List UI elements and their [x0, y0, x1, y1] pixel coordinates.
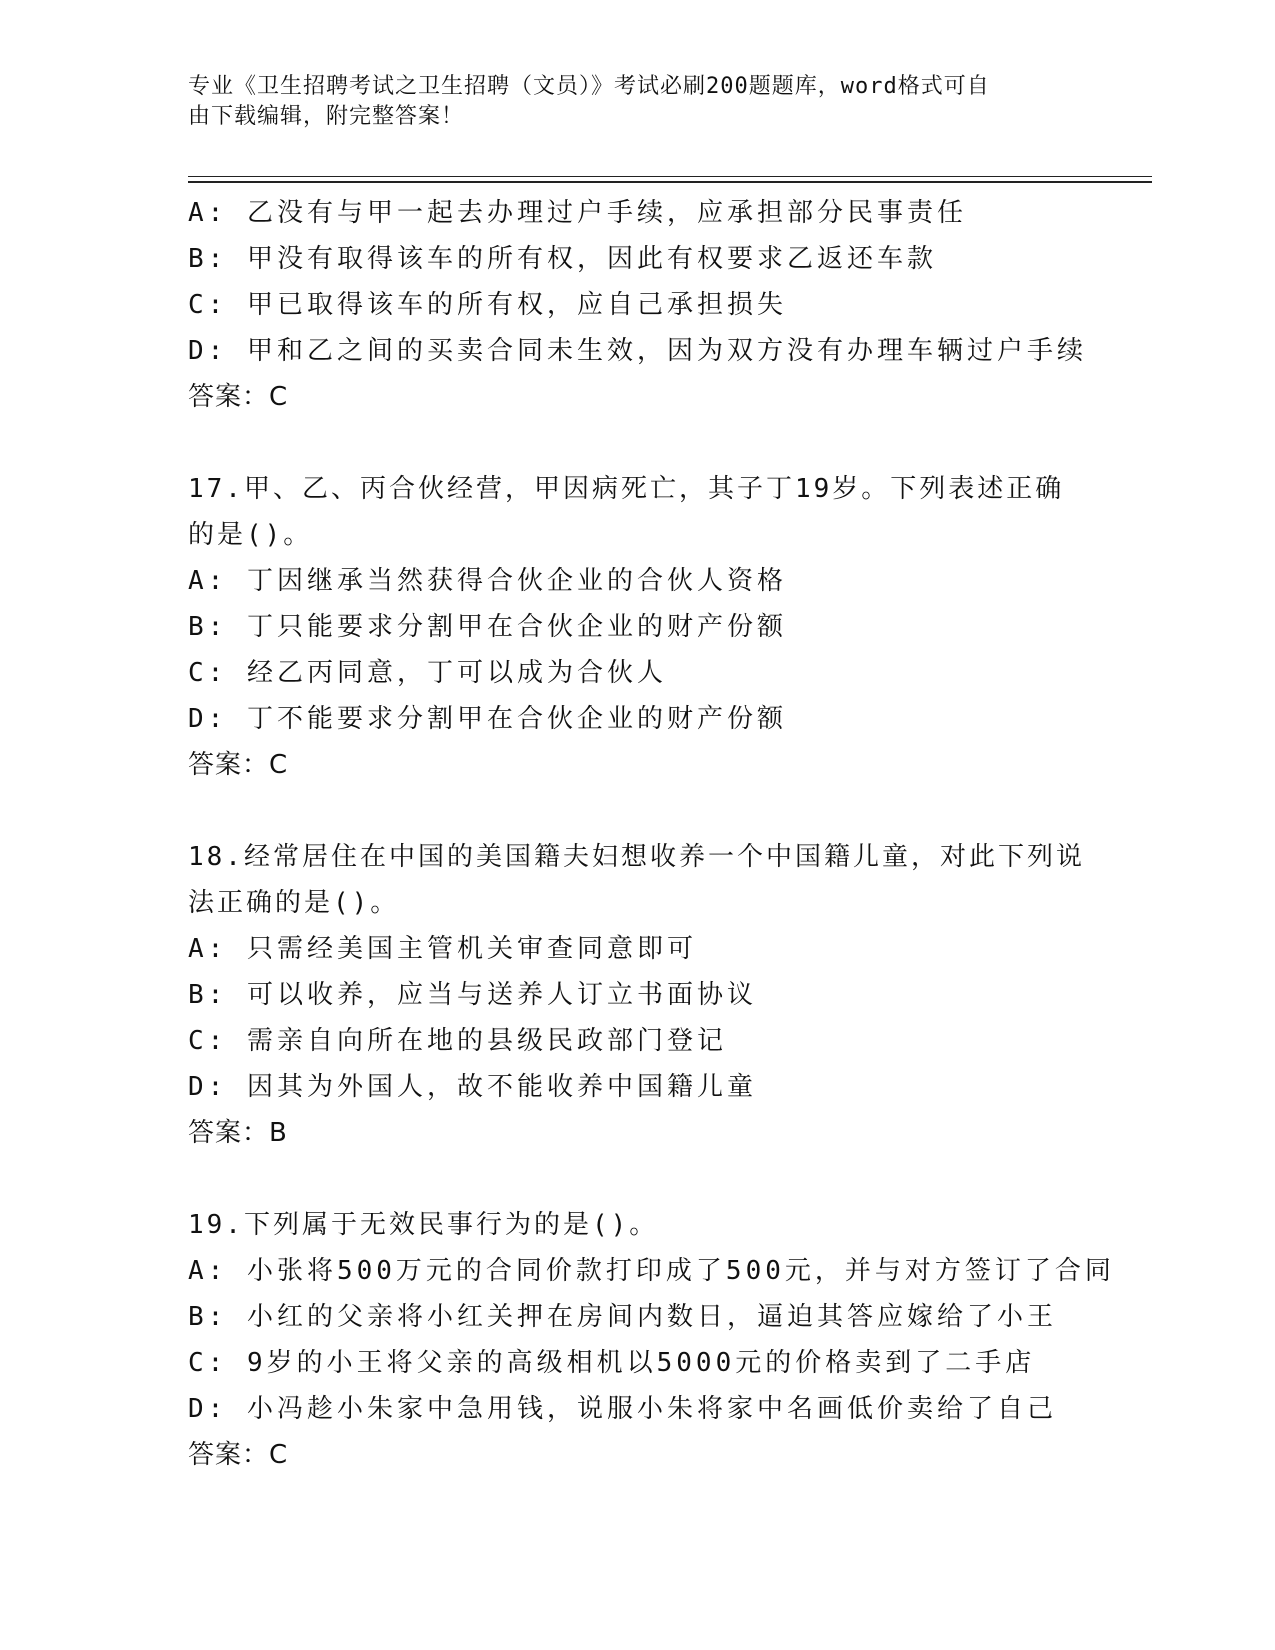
question-stem: 的是()。: [188, 520, 313, 550]
question-stem: 法正确的是()。: [188, 888, 400, 918]
header-line-1: 专业《卫生招聘考试之卫生招聘（文员）》考试必刷200题题库，word格式可自: [188, 74, 990, 99]
header-rule-thin: [188, 176, 1152, 177]
header-line-2: 由下载编辑，附完整答案！: [188, 104, 465, 129]
option-c: C: 需亲自向所在地的县级民政部门登记: [188, 1026, 727, 1056]
option-c: C: 甲已取得该车的所有权，应自己承担损失: [188, 290, 787, 320]
spacer: [188, 420, 1088, 466]
option-d: D: 因其为外国人，故不能收养中国籍儿童: [188, 1072, 757, 1102]
option-b: B: 可以收养，应当与送养人订立书面协议: [188, 980, 757, 1010]
option-c: C: 经乙丙同意，丁可以成为合伙人: [188, 658, 667, 688]
answer-line: 答案：C: [188, 1440, 289, 1470]
document-header: [188, 72, 1068, 132]
option-b: B: 甲没有取得该车的所有权，因此有权要求乙返还车款: [188, 244, 937, 274]
question-17: [188, 466, 1088, 788]
question-stem: 18.经常居住在中国的美国籍夫妇想收养一个中国籍儿童，对此下列说: [188, 842, 1085, 872]
header-rule-thick: [188, 181, 1152, 183]
question-content: [188, 190, 1115, 1478]
question-19: [188, 1202, 1115, 1478]
option-a: A: 乙没有与甲一起去办理过户手续，应承担部分民事责任: [188, 198, 967, 228]
answer-line: 答案：C: [188, 382, 289, 412]
option-b: B: 丁只能要求分割甲在合伙企业的财产份额: [188, 612, 787, 642]
option-d: D: 小冯趁小朱家中急用钱，说服小朱将家中名画低价卖给了自己: [188, 1394, 1057, 1424]
question-stem: 17.甲、乙、丙合伙经营，甲因病死亡，其子丁19岁。下列表述正确: [188, 474, 1065, 504]
option-d: D: 甲和乙之间的买卖合同未生效，因为双方没有办理车辆过户手续: [188, 336, 1087, 366]
option-a: A: 丁因继承当然获得合伙企业的合伙人资格: [188, 566, 787, 596]
option-c: C: 9岁的小王将父亲的高级相机以5000元的价格卖到了二手店: [188, 1348, 1036, 1378]
spacer: [188, 788, 1088, 834]
option-b: B: 小红的父亲将小红关押在房间内数日，逼迫其答应嫁给了小王: [188, 1302, 1057, 1332]
option-a: A: 小张将500万元的合同价款打印成了500元，并与对方签订了合同: [188, 1256, 1115, 1286]
answer-line: 答案：B: [188, 1118, 288, 1148]
option-a: A: 只需经美国主管机关审查同意即可: [188, 934, 697, 964]
answer-line: 答案：C: [188, 750, 289, 780]
question-18: [188, 834, 1088, 1156]
spacer: [188, 1156, 1088, 1202]
question-16-continued: [188, 190, 1088, 420]
option-d: D: 丁不能要求分割甲在合伙企业的财产份额: [188, 704, 787, 734]
question-stem: 19.下列属于无效民事行为的是()。: [188, 1210, 659, 1240]
